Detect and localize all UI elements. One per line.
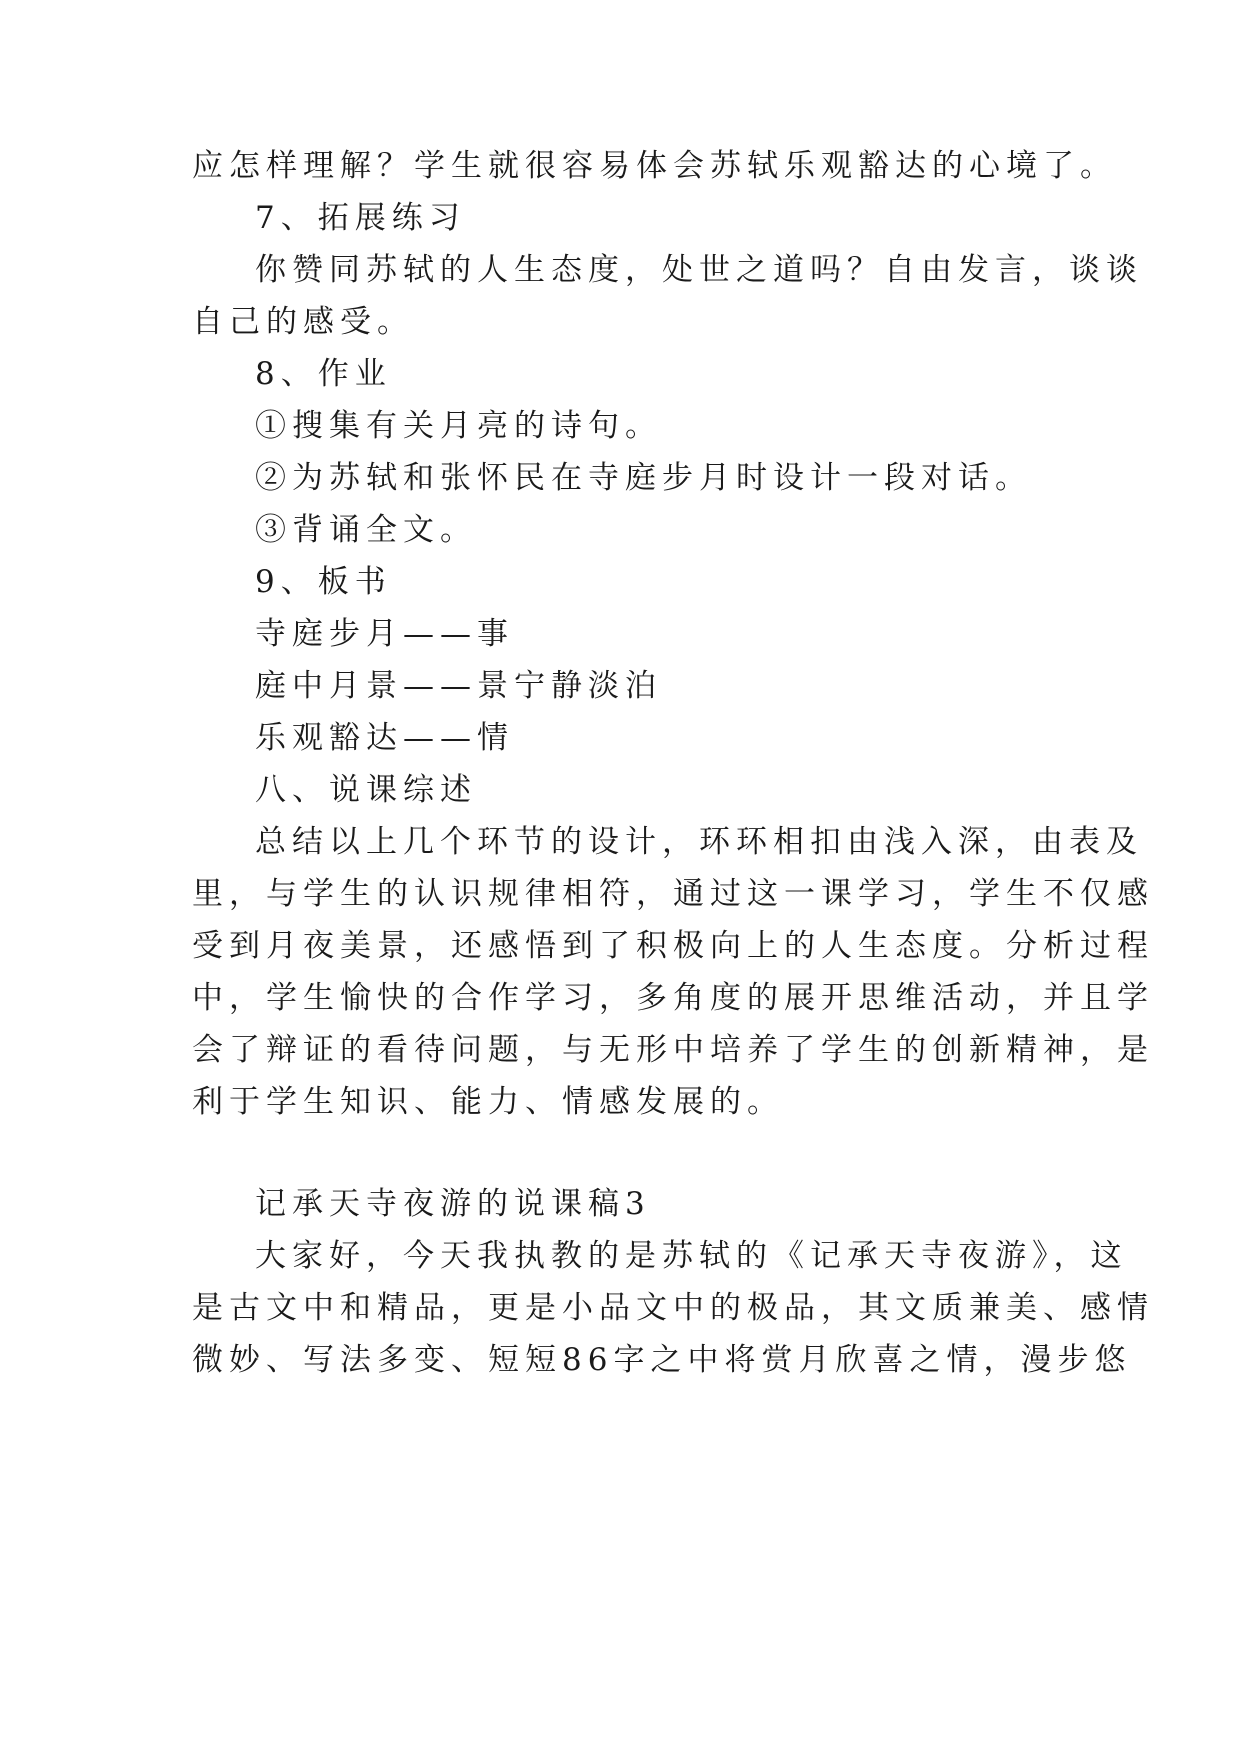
section-heading: 9、板书 xyxy=(255,564,392,600)
board-line: 乐观豁达——情 xyxy=(255,720,514,756)
paragraph-line: 大家好，今天我执教的是苏轼的《记承天寺夜游》，这 xyxy=(255,1238,1128,1274)
paragraph-line: 中，学生愉快的合作学习，多角度的展开思维活动，并且学 xyxy=(192,980,1154,1016)
paragraph-line: 自己的感受。 xyxy=(192,304,414,340)
paragraph-line: 是古文中和精品，更是小品文中的极品，其文质兼美、感情 xyxy=(192,1290,1154,1326)
list-item: ②为苏轼和张怀民在寺庭步月时设计一段对话。 xyxy=(255,460,1032,496)
board-line: 寺庭步月——事 xyxy=(255,616,514,652)
paragraph-line: 微妙、写法多变、短短86字之中将赏月欣喜之情，漫步悠 xyxy=(192,1342,1132,1378)
paragraph-line: 总结以上几个环节的设计，环环相扣由浅入深，由表及 xyxy=(255,824,1143,860)
article-title: 记承天寺夜游的说课稿3 xyxy=(255,1186,651,1222)
list-item: ③背诵全文。 xyxy=(255,512,477,548)
paragraph-line: 利于学生知识、能力、情感发展的。 xyxy=(192,1084,784,1120)
paragraph-line: 应怎样理解？学生就很容易体会苏轼乐观豁达的心境了。 xyxy=(192,148,1117,184)
board-line: 庭中月景——景宁静淡泊 xyxy=(255,668,662,704)
paragraph-line: 会了辩证的看待问题，与无形中培养了学生的创新精神，是 xyxy=(192,1032,1154,1068)
paragraph-line: 里，与学生的认识规律相符，通过这一课学习，学生不仅感 xyxy=(192,876,1154,912)
paragraph-line: 你赞同苏轼的人生态度，处世之道吗？自由发言，谈谈 xyxy=(255,252,1143,288)
paragraph-line: 受到月夜美景，还感悟到了积极向上的人生态度。分析过程 xyxy=(192,928,1154,964)
list-item: ①搜集有关月亮的诗句。 xyxy=(255,408,662,444)
section-heading: 8、作业 xyxy=(255,356,392,392)
section-heading: 八、说课综述 xyxy=(255,772,477,808)
section-heading: 7、拓展练习 xyxy=(255,200,466,236)
